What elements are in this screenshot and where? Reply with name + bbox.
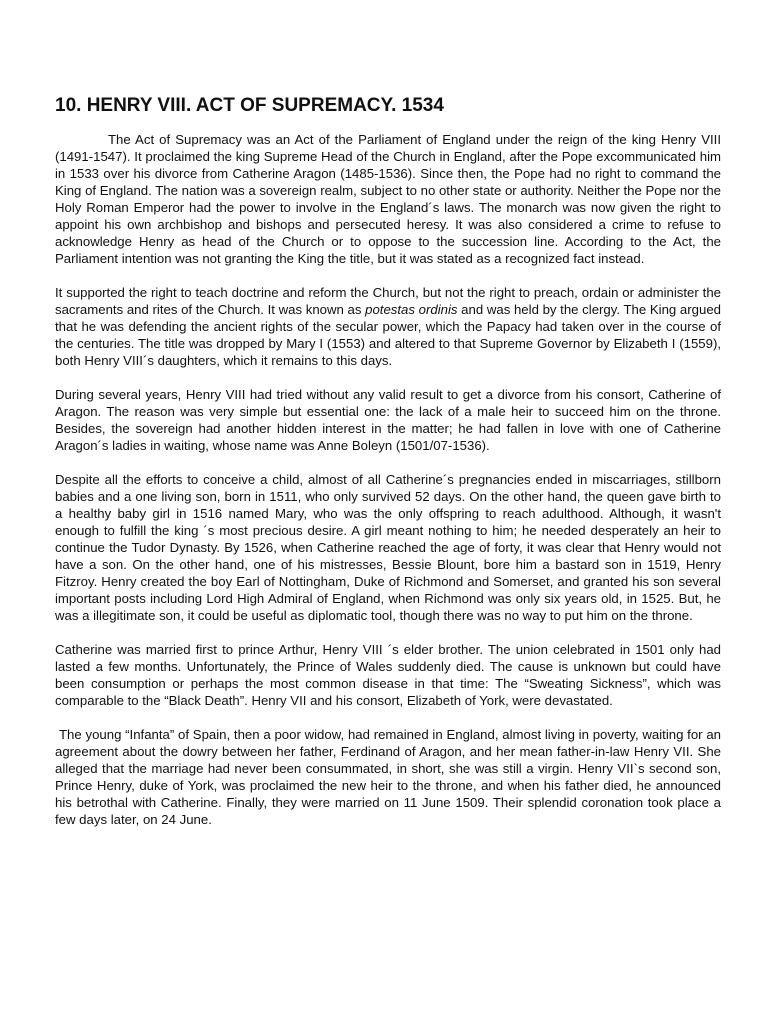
italic-term-potestas-ordinis: potestas ordinis (365, 302, 458, 317)
document-title: 10. HENRY VIII. ACT OF SUPREMACY. 1534 (55, 95, 444, 116)
paragraph-text-before-italic: It supported the right to teach doctrine and reform the Church, but not the right to preach, ordain or administer the sacraments and rites of the Church. It was known as (55, 285, 721, 317)
paragraph-divorce-attempts: During several years, Henry VIII had tried without any valid result to get a divorce from his consort, Catherine of Aragon. The reason was very simple but essential one: the lack of a male heir to succeed him on the throne. Besides, the sovereign had another hidden interest in the matter; he had fallen in love with one of Catherine Aragon´s ladies in waiting, whose name was Anne Boleyn (1501/07-1536). (55, 387, 721, 453)
document-page (55, 95, 721, 845)
paragraph-potestas-ordinis (55, 284, 721, 369)
paragraph-act-of-supremacy: The Act of Supremacy was an Act of the Parliament of England under the reign of the king Henry VIII (1491-1547). It proclaimed the king Supreme Head of the Church in England, after the Pope excommunicated him in 1533 over his divorce from Catherine Aragon (1485-1536). Since then, the Pope had no right to command the King of England. The nation was a sovereign realm, subject to no other state or authority. Neither the Pope nor the Holy Roman Emperor had the power to involve in the England´s laws. The monarch was now given the right to appoint his own archbishop and bishops and persecuted heresy. It was also considered a crime to refuse to acknowledge Henry as head of the Church or to oppose to the succession line. According to the Act, the Parliament intention was not granting the King the title, but it was stated as a recognized fact instead. (55, 132, 721, 266)
paragraph-heir-problem: Despite all the efforts to conceive a child, almost of all Catherine´s pregnancies ended in miscarriages, stillborn babies and a one living son, born in 1511, who only survived 52 days. On the other hand, the queen gave birth to a healthy baby girl in 1516 named Mary, who was the only offspring to reach adulthood. Although, it wasn't enough to fulfill the king ´s most precious desire. A girl meant nothing to him; he needed desperately an heir to continue the Tudor Dynasty. By 1526, when Catherine reached the age of forty, it was clear that Henry would not have a son. On the other hand, one of his mistresses, Bessie Blount, bore him a bastard son in 1519, Henry Fitzroy. Henry created the boy Earl of Nottingham, Duke of Richmond and Somerset, and granted his son several important posts including Lord High Admiral of England, when Richmond was only six years old, in 1525. But, he was a illegitimate son, it could be useful as diplomatic tool, though there was no way to put him on the throne. (55, 472, 721, 623)
paragraph-prince-arthur: Catherine was married first to prince Arthur, Henry VIII ´s elder brother. The union celebrated in 1501 only had lasted a few months. Unfortunately, the Prince of Wales suddenly died. The cause is unknown but could have been consumption or perhaps the most common disease in that time: The “Sweating Sickness”, which was comparable to the “Black Death”. Henry VII and his consort, Elizabeth of York, were devastated. (55, 642, 721, 708)
paragraph-text-after-italic: and was held by the clergy. The King argued that he was defending the ancient rights of the secular power, which the Papacy had taken over in the course of the centuries. The title was dropped by Mary I (1553) and altered to that Supreme Governor by Elizabeth I (1559), both Henry VIII´s daughters, which it remains to this days. (55, 302, 721, 368)
paragraph-infanta-of-spain: The young “Infanta” of Spain, then a poor widow, had remained in England, almost living in poverty, waiting for an agreement about the dowry between her father, Ferdinand of Aragon, and her mean father-in-law Henry VII. She alleged that the marriage had never been consummated, in short, she was still a virgin. Henry VII`s second son, Prince Henry, duke of York, was proclaimed the new heir to the throne, and when his father died, he announced his betrothal with Catherine. Finally, they were married on 11 June 1509. Their splendid coronation took place a few days later, on 24 June. (55, 727, 721, 827)
